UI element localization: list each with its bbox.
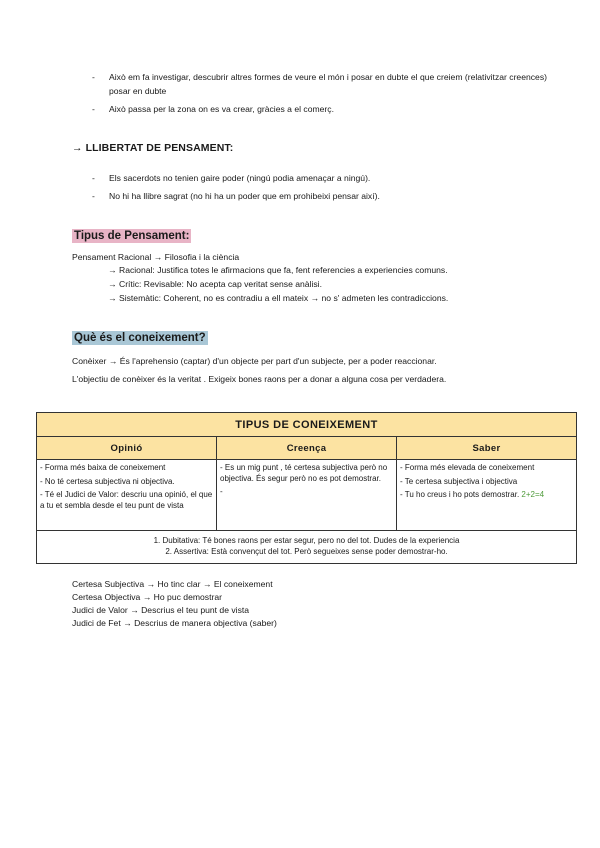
bullet-item: - Això passa per la zona on es va crear, gràcies a el comerç. <box>92 102 552 116</box>
bullet-list-llibertat <box>92 171 552 207</box>
coneixement-para: L'objectiu de conèixer és la veritat . Exigeix bones raons per a donar a alguna cosa per verdadera. <box>72 374 447 384</box>
cell-line: - No té certesa subjectiva ni objectiva. <box>40 476 175 486</box>
definitions-list <box>72 578 277 630</box>
table-title: TIPUS DE CONEIXEMENT <box>37 413 577 437</box>
bullet-list-intro <box>92 70 552 120</box>
cell-saber <box>397 460 577 531</box>
definition-line: Judici de Valor → Descrius el teu punt de vista <box>72 605 250 615</box>
cell-opinio <box>37 460 217 531</box>
pensament-sub-racional: → Racional: Justifica totes le afirmacions que fa, fent referencies a experiencies comuns. <box>108 265 448 275</box>
tipus-pensament-heading: Tipus de Pensament: <box>74 230 190 242</box>
bullet-item: - No hi ha llibre sagrat (no hi ha un poder que em prohibeixi pensar així). <box>92 189 552 203</box>
cell-line <box>400 490 573 501</box>
cell-line: - Forma més elevada de coneixement <box>400 463 535 472</box>
column-header-opinio: Opinió <box>37 437 217 460</box>
cell-line: - <box>220 487 223 496</box>
cell-line-text: - Tu ho creus i ho pots demostrar. <box>400 490 520 499</box>
definition-line: Certesa Objectiva → Ho puc demostrar <box>72 592 222 602</box>
cell-creenca <box>217 460 397 531</box>
cell-line: - Es un mig punt , té certesa subjectiva però no objectiva. És segur però no es pot demostrar. <box>220 463 388 483</box>
definition-line: Judici de Fet → Descrius de manera objectiva (saber) <box>72 618 277 628</box>
llibertat-heading: → LLIBERTAT DE PENSAMENT: <box>72 142 234 154</box>
footer-line-dubitativa: 1. Dubitativa: Té bones raons per estar segur, pero no del tot. Dudes de la experiencia <box>153 536 460 545</box>
example-sum: 2+2=4 <box>521 490 545 499</box>
pensament-sub-critic: → Crític: Revisable: No acepta cap veritat sense anàlisi. <box>108 279 322 289</box>
column-header-creenca: Creença <box>217 437 397 460</box>
pensament-racional-line: Pensament Racional → Filosofia i la ciència <box>72 252 240 262</box>
pensament-sub-sistematic: → Sistemàtic: Coherent, no es contradiu a ell mateix → no s' admeten les contradiccions. <box>108 293 449 303</box>
tipus-coneixement-table <box>36 412 577 564</box>
coneixement-heading: Què és el coneixement? <box>74 332 206 344</box>
definition-line: Certesa Subjectiva → Ho tinc clar → El coneixement <box>72 579 273 589</box>
coneixement-para: Conèixer → És l'aprehensio (captar) d'un objecte per part d'un subjecte, per a poder reaccionar. <box>72 356 437 366</box>
cell-line: - Te certesa subjectiva i objectiva <box>400 476 518 486</box>
cell-line: - Té el Judici de Valor: descriu una opinió, el que a tu et sembla desde el teu punt de vista <box>40 490 213 510</box>
table-footer <box>37 531 577 564</box>
bullet-item: - Els sacerdots no tenien gaire poder (ningú podia amenaçar a ningú). <box>92 171 552 185</box>
cell-line: - Forma més baixa de coneixement <box>40 463 166 472</box>
bullet-item: - Això em fa investigar, descubrir altres formes de veure el món i posar en dubte el que creiem (relativitzar creences) posar en dubte <box>92 70 552 98</box>
column-header-saber: Saber <box>397 437 577 460</box>
footer-line-assertiva: 2. Assertiva: Està convençut del tot. Però segueixes sense poder demostrar-ho. <box>165 547 448 556</box>
